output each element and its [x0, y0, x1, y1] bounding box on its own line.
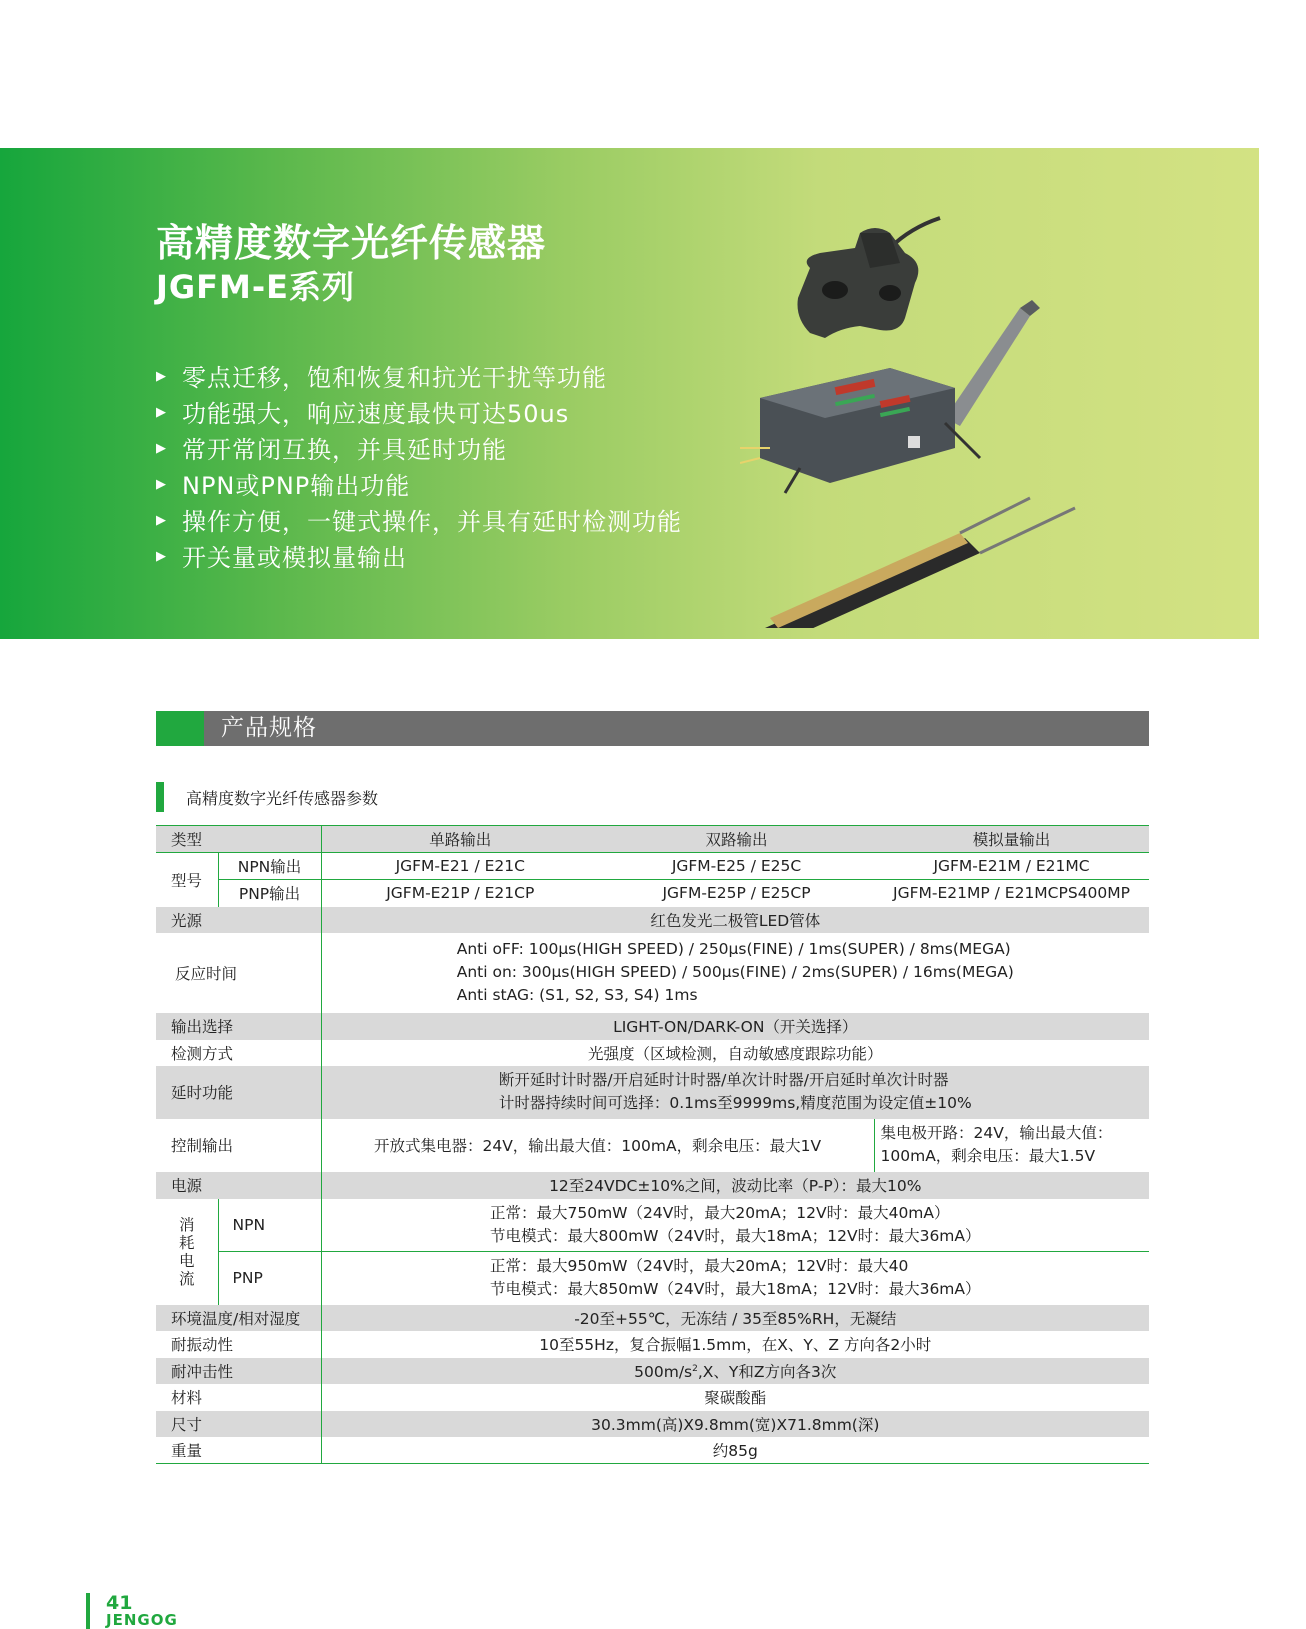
light-source-label: 光源 — [156, 907, 321, 933]
table-row — [156, 853, 1149, 880]
current-npn-label: NPN — [218, 1199, 321, 1252]
control-analog-line: 100mA，剩余电压：最大1.5V — [880, 1147, 1096, 1165]
current-pnp-label: PNP — [218, 1252, 321, 1305]
model-npn-label: NPN输出 — [218, 853, 321, 880]
model-value: JGFM-E21 / E21C — [321, 853, 599, 880]
detection-label: 检测方式 — [156, 1040, 321, 1066]
header-type: 类型 — [156, 826, 321, 853]
fiber-clamp-illustration — [798, 228, 919, 338]
product-title: 高精度数字光纤传感器 — [156, 221, 547, 265]
bullet-triangle-icon: ▶ — [156, 549, 167, 564]
response-label: 反应时间 — [156, 933, 321, 1013]
table-row — [156, 1066, 1149, 1119]
table-row — [156, 1252, 1149, 1305]
table-row — [156, 1358, 1149, 1384]
table-row — [156, 907, 1149, 933]
amplifier-illustration — [740, 368, 980, 493]
model-value: JGFM-E25P / E25CP — [599, 880, 874, 907]
feature-item: ▶ 开关量或模拟量输出 — [156, 540, 682, 576]
section-header — [156, 711, 1149, 746]
page-number: 41 — [106, 1592, 133, 1614]
response-values — [457, 938, 1014, 1007]
detection-value: 光强度（区域检测，自动敏感度跟踪功能） — [321, 1040, 1149, 1066]
size-label: 尺寸 — [156, 1411, 321, 1437]
header-analog: 模拟量输出 — [874, 826, 1149, 853]
header-single: 单路输出 — [321, 826, 599, 853]
model-label: 型号 — [156, 853, 218, 907]
control-label: 控制输出 — [156, 1119, 321, 1172]
environment-value: -20至+55℃，无冻结 / 35至85%RH，无凝结 — [321, 1305, 1149, 1331]
output-select-label: 输出选择 — [156, 1013, 321, 1040]
material-label: 材料 — [156, 1384, 321, 1411]
weight-label: 重量 — [156, 1437, 321, 1464]
table-row — [156, 1199, 1149, 1252]
table-row — [156, 1411, 1149, 1437]
material-value: 聚碳酸酯 — [321, 1384, 1149, 1411]
current-label: 消 耗 电 流 — [156, 1199, 218, 1305]
bullet-triangle-icon: ▶ — [156, 441, 167, 456]
heading-accent — [156, 782, 164, 812]
delay-line: 计时器持续时间可选择：0.1ms至9999ms,精度范围为设定值±10% — [498, 1094, 972, 1112]
power-value: 12至24VDC±10%之间，波动比率（P-P）：最大10% — [321, 1172, 1149, 1199]
table-row — [156, 933, 1149, 1013]
delay-values — [499, 1069, 972, 1115]
table-row — [156, 1384, 1149, 1411]
control-value: 开放式集电器：24V，输出最大值：100mA，剩余电压：最大1V — [321, 1119, 874, 1172]
control-analog-line: 集电极开路：24V，输出最大值： — [880, 1124, 1113, 1142]
table-row — [156, 1172, 1149, 1199]
response-line: Anti oFF: 100μs(HIGH SPEED) / 250μs(FINE) / 1ms(SUPER) / 8ms(MEGA) — [456, 940, 1011, 958]
footer-accent — [86, 1593, 90, 1629]
vibration-label: 耐振动性 — [156, 1331, 321, 1358]
size-value: 30.3mm(高)X9.8mm(宽)X71.8mm(深) — [321, 1411, 1149, 1437]
table-row — [156, 1305, 1149, 1331]
bullet-triangle-icon: ▶ — [156, 405, 167, 420]
current-pnp-values: 正常：最大950mW（24V时，最大20mA；12V时：最大40 节电模式：最大850mW（24V时，最大18mA；12V时：最大36mA） — [490, 1257, 981, 1299]
feature-item: ▶ 零点迁移，饱和恢复和抗光干扰等功能 — [156, 360, 682, 396]
model-value: JGFM-E21MP / E21MCPS400MP — [874, 880, 1149, 907]
shock-value: $500m/s^2,X$、Y和Z方向各3次 — [321, 1358, 1149, 1384]
table-row — [156, 1119, 1149, 1172]
header-dual: 双路输出 — [599, 826, 874, 853]
weight-value: 约85g — [321, 1437, 1149, 1464]
table-row — [156, 1331, 1149, 1358]
table-row — [156, 826, 1149, 853]
delay-line: 断开延时计时器/开启延时计时器/单次计时器/开启延时单次计时器 — [498, 1071, 949, 1089]
model-value: JGFM-E21M / E21MC — [874, 853, 1149, 880]
hero-banner — [0, 148, 1259, 639]
table-row — [156, 1040, 1149, 1066]
light-source-value: 红色发光二极管LED管体 — [321, 907, 1149, 933]
power-label: 电源 — [156, 1172, 321, 1199]
delay-label: 延时功能 — [156, 1066, 321, 1119]
table-title: 高精度数字光纤传感器参数 — [186, 789, 379, 808]
feature-item: ▶ 操作方便，一键式操作，并具有延时检测功能 — [156, 504, 682, 540]
model-pnp-label: PNP输出 — [218, 880, 321, 907]
model-value: JGFM-E21P / E21CP — [321, 880, 599, 907]
table-row — [156, 880, 1149, 907]
table-row — [156, 1437, 1149, 1464]
feature-item: ▶ 常开常闭互换，并具延时功能 — [156, 432, 682, 468]
table-row — [156, 1013, 1149, 1040]
current-npn-values: 正常：最大750mW（24V时，最大20mA；12V时：最大40mA） 节电模式：最大800mW（24V时，最大18mA；12V时：最大36mA） — [490, 1203, 981, 1245]
environment-label: 环境温度/相对湿度 — [156, 1305, 321, 1331]
feature-item: ▶ 功能强大，响应速度最快可达50us — [156, 396, 682, 432]
bullet-triangle-icon: ▶ — [156, 369, 167, 384]
output-select-value: LIGHT-ON/DARK-ON（开关选择） — [321, 1013, 1149, 1040]
section-accent — [156, 711, 204, 746]
model-value: JGFM-E25 / E25C — [599, 853, 874, 880]
response-line: Anti stAG: (S1, S2, S3, S4) 1ms — [456, 986, 698, 1004]
bullet-triangle-icon: ▶ — [156, 513, 167, 528]
product-series: JGFM-E系列 — [156, 268, 356, 306]
product-image — [740, 208, 1140, 628]
brand-name: JENGOG — [106, 1611, 178, 1629]
response-line: Anti on: 300μs(HIGH SPEED) / 500μs(FINE) / 2ms(SUPER) / 16ms(MEGA) — [456, 963, 1014, 981]
spec-table — [156, 825, 1149, 1464]
bullet-triangle-icon: ▶ — [156, 477, 167, 492]
section-title: 产品规格 — [221, 715, 317, 741]
vibration-value: 10至55Hz，复合振幅1.5mm，在X、Y、Z 方向各2小时 — [321, 1331, 1149, 1358]
feature-item: ▶ NPN或PNP输出功能 — [156, 468, 682, 504]
feature-list — [156, 360, 682, 576]
fiber-ribbon-illustration — [765, 498, 1075, 628]
shock-label: 耐冲击性 — [156, 1358, 321, 1384]
